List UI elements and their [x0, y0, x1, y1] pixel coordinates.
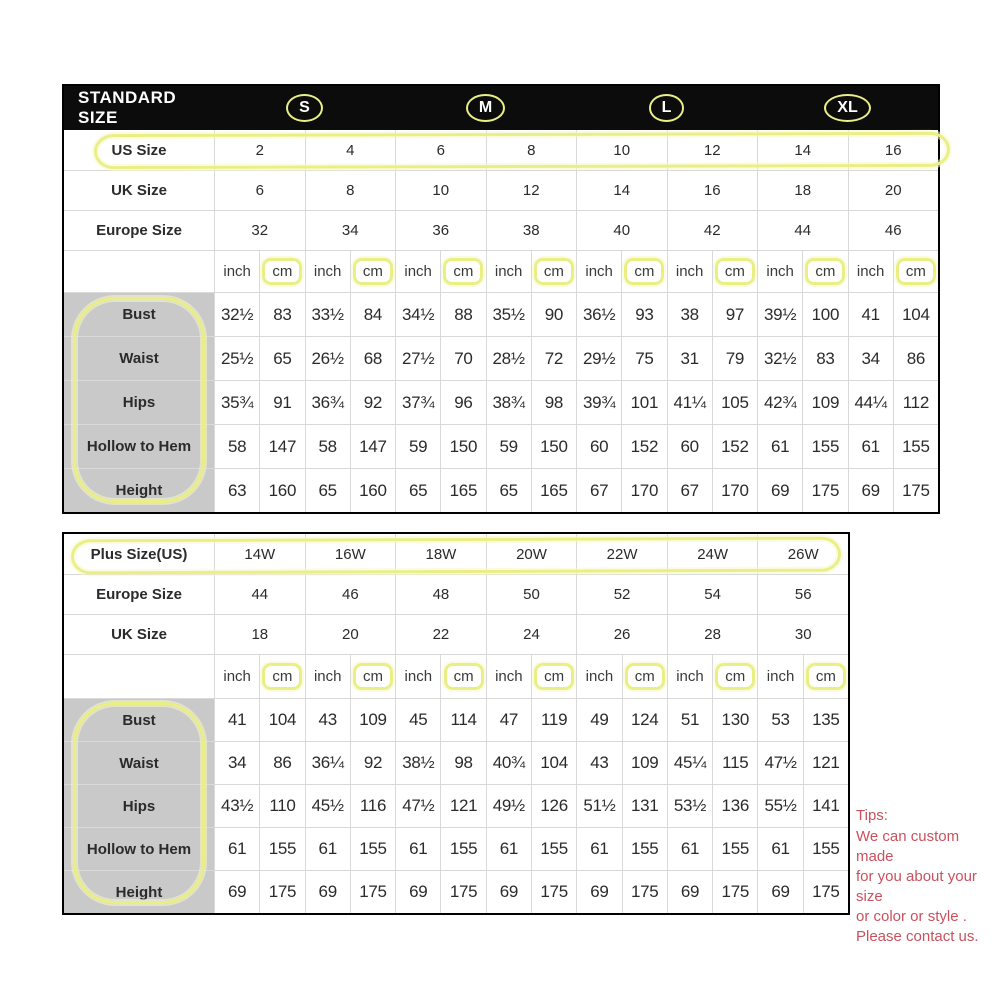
- measure-value: 175: [440, 871, 485, 913]
- measure-value: 44¼: [848, 381, 893, 424]
- standard-size-header-bar: [64, 86, 938, 130]
- measure-value: 69: [214, 871, 259, 913]
- measure-value: 61: [757, 828, 802, 870]
- unit-inch-label: inch: [395, 655, 440, 698]
- tips-lines: [856, 827, 998, 947]
- measure-value: 38: [667, 293, 712, 336]
- plus-size-table: [62, 532, 850, 915]
- cm-highlight-badge: cm: [715, 663, 755, 690]
- unit-inch-label: inch: [667, 251, 712, 292]
- measure-value: 35¾: [214, 381, 259, 424]
- measure-value: 104: [259, 699, 304, 741]
- measure-value: 69: [757, 469, 802, 512]
- size-value: 6: [214, 171, 305, 210]
- measure-value: 175: [259, 871, 304, 913]
- measure-value: 32½: [214, 293, 259, 336]
- row-bust: [64, 698, 848, 741]
- measure-value: 41¼: [667, 381, 712, 424]
- measure-value: 41: [214, 699, 259, 741]
- measure-value: 47½: [395, 785, 440, 827]
- measure-value: 28½: [486, 337, 531, 380]
- unit-cm-label: [622, 655, 667, 698]
- units-empty-label: [64, 655, 214, 698]
- measure-value: 104: [893, 293, 938, 336]
- size-group-m: [395, 86, 576, 130]
- measure-value: 105: [712, 381, 757, 424]
- unit-inch-label: inch: [486, 251, 531, 292]
- unit-cm-label: [712, 655, 757, 698]
- measure-value: 43: [305, 699, 350, 741]
- measure-value: 33½: [305, 293, 350, 336]
- row-hollow-to-hem: [64, 827, 848, 870]
- unit-inch-label: inch: [214, 251, 259, 292]
- measure-value: 43½: [214, 785, 259, 827]
- standard-size-rows: [64, 130, 938, 512]
- measure-value: 51: [667, 699, 712, 741]
- measure-value: 61: [576, 828, 621, 870]
- cm-highlight-badge: cm: [805, 258, 845, 285]
- measure-value: 109: [350, 699, 395, 741]
- cm-highlight-badge: cm: [443, 258, 483, 285]
- measure-value: 93: [621, 293, 666, 336]
- measure-value: 98: [440, 742, 485, 784]
- cm-highlight-badge: cm: [534, 258, 574, 285]
- row-label-hips: Hips: [64, 785, 214, 827]
- row-label-uk-size: UK Size: [111, 626, 167, 643]
- measure-value: 90: [531, 293, 576, 336]
- measure-value: 60: [576, 425, 621, 468]
- measure-value: 152: [621, 425, 666, 468]
- tips-line: We can custom made: [856, 828, 960, 865]
- measure-value: 29½: [576, 337, 621, 380]
- tips-line: for you about your size: [856, 868, 977, 905]
- measure-value: 147: [350, 425, 395, 468]
- measure-value: 112: [893, 381, 938, 424]
- measure-value: 69: [757, 871, 802, 913]
- unit-cm-label: [712, 251, 757, 292]
- size-value: 22: [395, 615, 486, 654]
- measure-value: 119: [531, 699, 576, 741]
- measure-value: 61: [214, 828, 259, 870]
- size-group-xl: [757, 86, 938, 130]
- cm-highlight-badge: cm: [896, 258, 936, 285]
- measure-value: 155: [893, 425, 938, 468]
- measure-value: 131: [622, 785, 667, 827]
- measure-value: 53½: [667, 785, 712, 827]
- row-label-hollow-to-hem: Hollow to Hem: [64, 828, 214, 870]
- measure-value: 45½: [305, 785, 350, 827]
- size-value: 42: [667, 211, 758, 250]
- row-hollow-to-hem: [64, 424, 938, 468]
- measure-value: 175: [531, 871, 576, 913]
- unit-inch-label: inch: [305, 655, 350, 698]
- size-value: 6: [395, 130, 486, 170]
- measure-value: 45: [395, 699, 440, 741]
- unit-inch-label: inch: [848, 251, 893, 292]
- measure-value: 37¾: [395, 381, 440, 424]
- row-label-height: Height: [64, 871, 214, 913]
- size-group-label-s: S: [286, 94, 323, 122]
- cm-highlight-badge: cm: [444, 663, 484, 690]
- size-value: 50: [486, 575, 577, 614]
- row-label-europe-size: Europe Size: [96, 586, 182, 603]
- row-hips: [64, 784, 848, 827]
- row-europe-size: [64, 210, 938, 250]
- row-label-uk-size: UK Size: [111, 182, 167, 199]
- measure-value: 65: [486, 469, 531, 512]
- unit-inch-label: inch: [667, 655, 712, 698]
- size-value: 18: [214, 615, 305, 654]
- measure-value: 34: [848, 337, 893, 380]
- measure-value: 61: [848, 425, 893, 468]
- row-label-hips: Hips: [64, 381, 214, 424]
- tips-line: or color or style .: [856, 908, 967, 925]
- measure-value: 42¾: [757, 381, 802, 424]
- size-value: 10: [576, 130, 667, 170]
- size-value: 8: [305, 171, 396, 210]
- measure-value: 136: [712, 785, 757, 827]
- size-value: 18: [757, 171, 848, 210]
- measure-value: 96: [440, 381, 485, 424]
- unit-cm-label: [621, 251, 666, 292]
- unit-cm-label: [803, 655, 848, 698]
- measure-value: 160: [259, 469, 304, 512]
- measure-value: 39½: [757, 293, 802, 336]
- measure-value: 69: [305, 871, 350, 913]
- size-value: 18W: [395, 534, 486, 574]
- measure-value: 83: [802, 337, 847, 380]
- size-value: 8: [486, 130, 577, 170]
- measure-value: 38¾: [486, 381, 531, 424]
- measure-value: 65: [305, 469, 350, 512]
- measure-value: 83: [259, 293, 304, 336]
- size-value: 52: [576, 575, 667, 614]
- size-value: 34: [305, 211, 396, 250]
- row-label-hollow-to-hem: Hollow to Hem: [64, 425, 214, 468]
- cm-highlight-badge: cm: [262, 663, 302, 690]
- measure-value: 53: [757, 699, 802, 741]
- unit-inch-label: inch: [757, 251, 802, 292]
- measure-value: 69: [395, 871, 440, 913]
- measure-value: 141: [803, 785, 848, 827]
- measure-value: 150: [531, 425, 576, 468]
- unit-cm-label: [531, 655, 576, 698]
- unit-cm-label: [259, 655, 304, 698]
- unit-inch-label: inch: [757, 655, 802, 698]
- size-value: 56: [757, 575, 848, 614]
- row-waist: [64, 336, 938, 380]
- size-value: 32: [214, 211, 305, 250]
- measure-value: 155: [259, 828, 304, 870]
- size-value: 48: [395, 575, 486, 614]
- row-label-us-size: US Size: [111, 141, 167, 159]
- size-value: 40: [576, 211, 667, 250]
- measure-value: 59: [395, 425, 440, 468]
- measure-value: 36¼: [305, 742, 350, 784]
- measure-value: 61: [667, 828, 712, 870]
- measure-value: 72: [531, 337, 576, 380]
- size-value: 20: [305, 615, 396, 654]
- measure-value: 59: [486, 425, 531, 468]
- row-label-bust: Bust: [64, 699, 214, 741]
- measure-value: 126: [531, 785, 576, 827]
- measure-value: 49½: [486, 785, 531, 827]
- measure-value: 34: [214, 742, 259, 784]
- measure-value: 58: [214, 425, 259, 468]
- size-value: 38: [486, 211, 577, 250]
- size-value: 20: [848, 171, 939, 210]
- measure-value: 47: [486, 699, 531, 741]
- size-value: 10: [395, 171, 486, 210]
- standard-size-title: STANDARD SIZE: [78, 88, 177, 127]
- unit-inch-label: inch: [395, 251, 440, 292]
- size-value: 20W: [486, 534, 577, 574]
- measure-value: 91: [259, 381, 304, 424]
- measure-value: 150: [440, 425, 485, 468]
- measure-value: 135: [803, 699, 848, 741]
- measure-value: 152: [712, 425, 757, 468]
- plus-size-rows: [64, 534, 848, 913]
- measure-value: 86: [259, 742, 304, 784]
- measure-value: 116: [350, 785, 395, 827]
- cm-highlight-badge: cm: [624, 258, 664, 285]
- standard-size-table: [62, 84, 940, 514]
- unit-cm-label: [259, 251, 304, 292]
- units-empty-label: [64, 251, 214, 292]
- measure-value: 41: [848, 293, 893, 336]
- row-label-waist: Waist: [64, 742, 214, 784]
- measure-value: 60: [667, 425, 712, 468]
- cm-highlight-badge: cm: [262, 258, 302, 285]
- measure-value: 40¾: [486, 742, 531, 784]
- measure-value: 109: [622, 742, 667, 784]
- size-value: 26: [576, 615, 667, 654]
- measure-value: 170: [621, 469, 666, 512]
- row-height: [64, 468, 938, 512]
- measure-value: 175: [803, 871, 848, 913]
- measure-value: 63: [214, 469, 259, 512]
- measure-value: 97: [712, 293, 757, 336]
- unit-cm-label: [350, 655, 395, 698]
- measure-value: 101: [621, 381, 666, 424]
- measure-value: 26½: [305, 337, 350, 380]
- measure-value: 47½: [757, 742, 802, 784]
- size-value: 54: [667, 575, 758, 614]
- measure-value: 155: [622, 828, 667, 870]
- size-value: 46: [848, 211, 939, 250]
- size-value: 16W: [305, 534, 396, 574]
- measure-value: 67: [667, 469, 712, 512]
- measure-value: 84: [350, 293, 395, 336]
- row-uk-size: [64, 170, 938, 210]
- measure-value: 98: [531, 381, 576, 424]
- measure-value: 110: [259, 785, 304, 827]
- unit-inch-label: inch: [576, 251, 621, 292]
- measure-value: 49: [576, 699, 621, 741]
- measure-value: 104: [531, 742, 576, 784]
- measure-value: 69: [667, 871, 712, 913]
- size-value: 28: [667, 615, 758, 654]
- measure-value: 155: [350, 828, 395, 870]
- measure-value: 130: [712, 699, 757, 741]
- measure-value: 155: [531, 828, 576, 870]
- size-value: 14: [757, 130, 848, 170]
- measure-value: 31: [667, 337, 712, 380]
- measure-value: 124: [622, 699, 667, 741]
- size-group-strip: [214, 86, 938, 130]
- row-hips: [64, 380, 938, 424]
- row-label-plus-size-us: Plus Size(US): [90, 545, 188, 563]
- size-value: 14: [576, 171, 667, 210]
- size-value: 36: [395, 211, 486, 250]
- measure-value: 175: [802, 469, 847, 512]
- row-label-waist: Waist: [64, 337, 214, 380]
- size-value: 24W: [667, 534, 758, 574]
- measure-value: 55½: [757, 785, 802, 827]
- measure-value: 45¼: [667, 742, 712, 784]
- measure-value: 65: [259, 337, 304, 380]
- measure-value: 100: [802, 293, 847, 336]
- row-units: [64, 250, 938, 292]
- measure-value: 155: [803, 828, 848, 870]
- measure-value: 170: [712, 469, 757, 512]
- size-group-label-l: L: [649, 94, 685, 122]
- measure-value: 61: [757, 425, 802, 468]
- measure-value: 69: [576, 871, 621, 913]
- measure-value: 115: [712, 742, 757, 784]
- measure-value: 175: [622, 871, 667, 913]
- row-label-bust: Bust: [64, 293, 214, 336]
- cm-highlight-badge: cm: [353, 258, 393, 285]
- row-bust: [64, 292, 938, 336]
- measure-value: 39¾: [576, 381, 621, 424]
- measure-value: 25½: [214, 337, 259, 380]
- measure-value: 109: [802, 381, 847, 424]
- measure-value: 38½: [395, 742, 440, 784]
- measure-value: 155: [440, 828, 485, 870]
- cm-highlight-badge: cm: [625, 663, 665, 690]
- row-waist: [64, 741, 848, 784]
- measure-value: 79: [712, 337, 757, 380]
- row-plus-size-us: [64, 534, 848, 574]
- size-value: 16: [667, 171, 758, 210]
- measure-value: 65: [395, 469, 440, 512]
- measure-value: 58: [305, 425, 350, 468]
- custom-made-tips: [856, 806, 998, 947]
- unit-inch-label: inch: [486, 655, 531, 698]
- size-value: 14W: [214, 534, 305, 574]
- size-value: 24: [486, 615, 577, 654]
- measure-value: 121: [803, 742, 848, 784]
- size-value: 4: [305, 130, 396, 170]
- unit-cm-label: [440, 251, 485, 292]
- measure-value: 34½: [395, 293, 440, 336]
- measure-value: 121: [440, 785, 485, 827]
- size-group-s: [214, 86, 395, 130]
- measure-value: 75: [621, 337, 666, 380]
- unit-cm-label: [350, 251, 395, 292]
- measure-value: 165: [440, 469, 485, 512]
- unit-inch-label: inch: [305, 251, 350, 292]
- measure-value: 36½: [576, 293, 621, 336]
- measure-value: 69: [848, 469, 893, 512]
- cm-highlight-badge: cm: [534, 663, 574, 690]
- measure-value: 92: [350, 381, 395, 424]
- unit-inch-label: inch: [214, 655, 259, 698]
- measure-value: 88: [440, 293, 485, 336]
- measure-value: 155: [802, 425, 847, 468]
- measure-value: 68: [350, 337, 395, 380]
- size-group-label-m: M: [466, 94, 505, 122]
- measure-value: 147: [259, 425, 304, 468]
- measure-value: 32½: [757, 337, 802, 380]
- cm-highlight-badge: cm: [715, 258, 755, 285]
- unit-cm-label: [531, 251, 576, 292]
- measure-value: 114: [440, 699, 485, 741]
- unit-cm-label: [802, 251, 847, 292]
- tips-heading: Tips:: [856, 807, 888, 824]
- row-us-size: [64, 130, 938, 170]
- unit-inch-label: inch: [576, 655, 621, 698]
- row-uk-size: [64, 614, 848, 654]
- size-value: 12: [486, 171, 577, 210]
- measure-value: 86: [893, 337, 938, 380]
- measure-value: 67: [576, 469, 621, 512]
- size-value: 16: [848, 130, 939, 170]
- measure-value: 43: [576, 742, 621, 784]
- size-group-l: [576, 86, 757, 130]
- cm-highlight-badge: cm: [353, 663, 393, 690]
- size-value: 46: [305, 575, 396, 614]
- size-value: 30: [757, 615, 848, 654]
- size-value: 44: [757, 211, 848, 250]
- row-units: [64, 654, 848, 698]
- measure-value: 27½: [395, 337, 440, 380]
- measure-value: 165: [531, 469, 576, 512]
- size-value: 26W: [757, 534, 848, 574]
- measure-value: 155: [712, 828, 757, 870]
- measure-value: 51½: [576, 785, 621, 827]
- size-group-label-xl: XL: [824, 94, 870, 122]
- measure-value: 175: [350, 871, 395, 913]
- size-value: 12: [667, 130, 758, 170]
- row-label-height: Height: [64, 469, 214, 512]
- row-label-europe-size: Europe Size: [96, 222, 182, 239]
- measure-value: 36¾: [305, 381, 350, 424]
- row-height: [64, 870, 848, 913]
- size-value: 44: [214, 575, 305, 614]
- tips-line: Please contact us.: [856, 928, 979, 945]
- unit-cm-label: [440, 655, 485, 698]
- measure-value: 61: [486, 828, 531, 870]
- measure-value: 160: [350, 469, 395, 512]
- unit-cm-label: [893, 251, 938, 292]
- measure-value: 175: [893, 469, 938, 512]
- measure-value: 70: [440, 337, 485, 380]
- measure-value: 92: [350, 742, 395, 784]
- measure-value: 35½: [486, 293, 531, 336]
- size-value: 2: [214, 130, 305, 170]
- measure-value: 175: [712, 871, 757, 913]
- measure-value: 69: [486, 871, 531, 913]
- measure-value: 61: [305, 828, 350, 870]
- row-europe-size: [64, 574, 848, 614]
- cm-highlight-badge: cm: [806, 663, 846, 690]
- size-value: 22W: [576, 534, 667, 574]
- measure-value: 61: [395, 828, 440, 870]
